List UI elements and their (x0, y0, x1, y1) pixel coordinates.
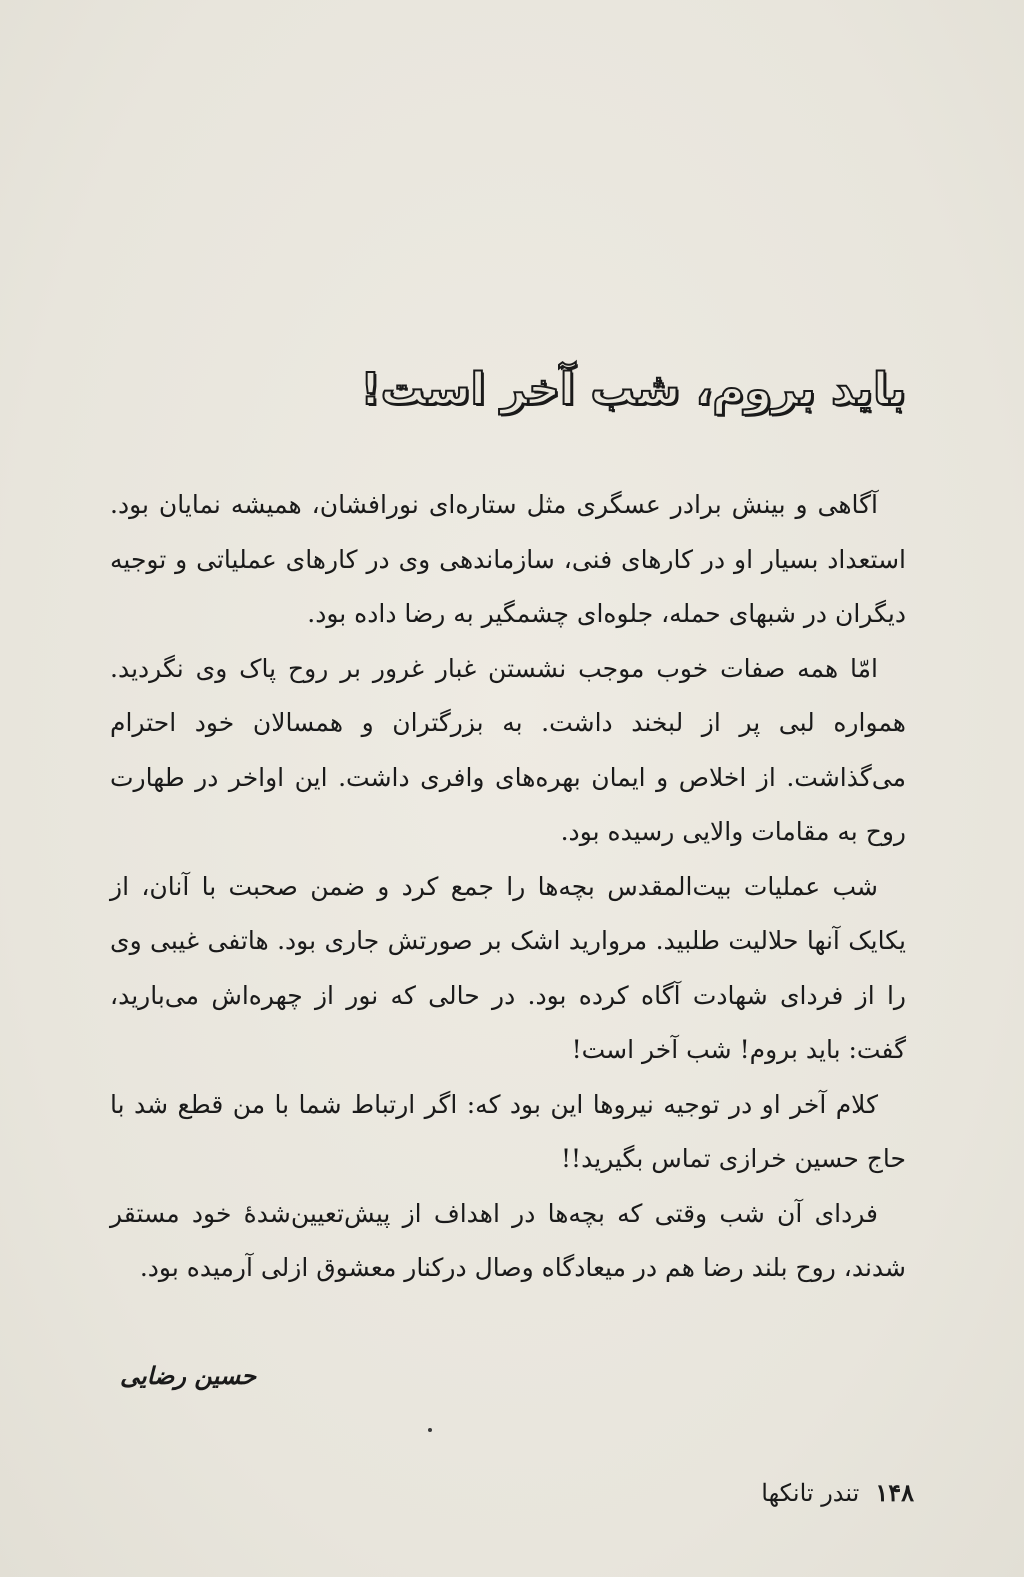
page-footer (761, 1478, 914, 1507)
article-body (110, 478, 906, 1296)
chapter-heading: باید بروم، شب آخر است! (360, 364, 906, 415)
author-signature: حسین رضایی (120, 1362, 257, 1390)
page-number: ۱۴۸ (875, 1478, 914, 1507)
paragraph: امّا همه صفات خوب موجب نشستن غبار غرور بر روح پاک وی نگردید. همواره لبی پر از لبخند داشت. به بزرگتران و همسالان خود احترام می‌گذاشت. از اخلاص و ایمان بهره‌های وافری داشت. این اواخر در طهارت روح به مقامات والایی رسیده بود. (110, 653, 906, 846)
paragraph: آگاهی و بینش برادر عسگری مثل ستاره‌ای نورافشان، همیشه نمایان بود. استعداد بسیار او در کارهای فنی، سازماندهی وی در کارهای عملیاتی و توجیه دیگران در شبهای حمله، جلوه‌ای چشمگیر به رضا داده بود. (110, 490, 906, 628)
paragraph: شب عملیات بیت‌المقدس بچه‌ها را جمع کرد و ضمن صحبت با آنان، از یکایک آنها حلالیت طلبید. مروارید اشک بر صورتش جاری بود. هاتفی غیبی وی را از فردای شهادت آگاه کرده بود. در حالی که نور از چهره‌اش می‌بارید، گفت: باید بروم! شب آخر است! (110, 871, 906, 1064)
running-title: تندر تانکها (761, 1479, 860, 1507)
paragraph: فردای آن شب وقتی که بچه‌ها در اهداف از پیش‌تعیین‌شدهٔ خود مستقر شدند، روح بلند رضا هم در میعادگاه وصال درکنار معشوق ازلی آرمیده بود. (110, 1198, 906, 1282)
print-speck (428, 1428, 432, 1432)
paragraph: کلام آخر او در توجیه نیروها این بود که: اگر ارتباط شما با من قطع شد با حاج حسین خرازی تماس بگیرید!! (110, 1089, 906, 1173)
